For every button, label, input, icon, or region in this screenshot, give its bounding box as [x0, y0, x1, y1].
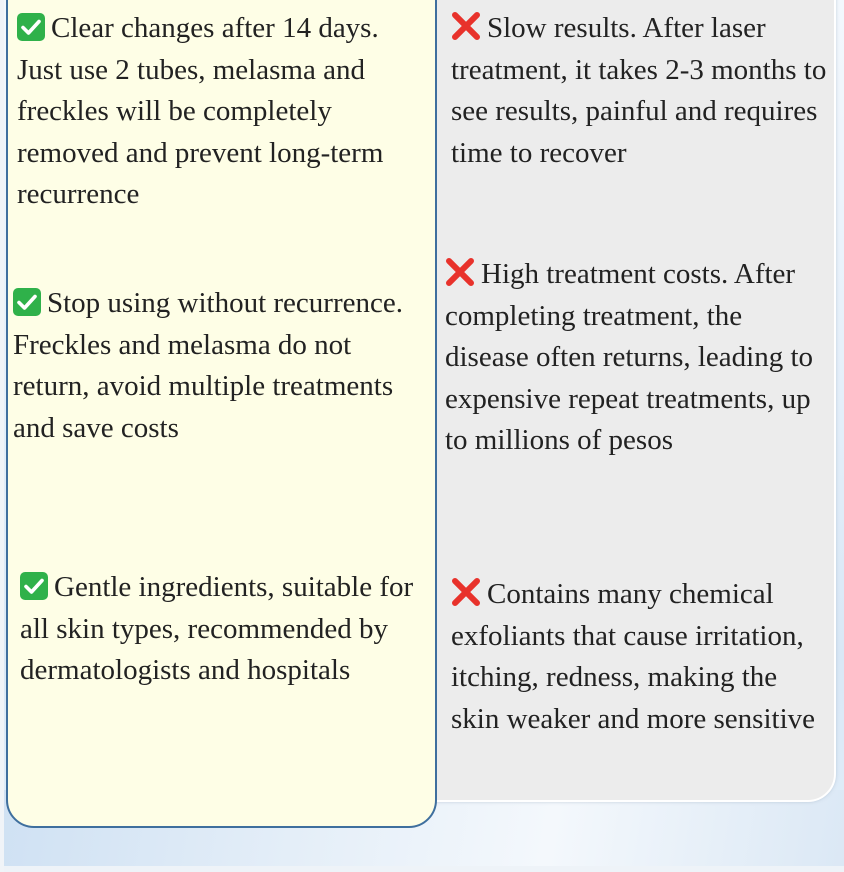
benefit-item-1 [17, 8, 429, 216]
bottom-strip [0, 866, 844, 872]
benefit-text: Stop using without recurrence. Freckles and melasma do not return, avoid multiple treatments and save costs [13, 287, 403, 444]
benefit-text: Clear changes after 14 days. Just use 2 tubes, melasma and freckles will be completely removed and prevent long-term recurrence [17, 12, 384, 210]
left-edge [0, 0, 4, 872]
benefit-text: Gentle ingredients, suitable for all skin types, recommended by dermatologists and hospitals [20, 571, 414, 686]
check-mark-icon [13, 288, 41, 316]
check-mark-icon [17, 13, 45, 41]
drawback-text: High treatment costs. After completing treatment, the disease often returns, leading to expensive repeat treatments, up to millions of pesos [445, 258, 814, 456]
drawback-text: Slow results. After laser treatment, it takes 2-3 months to see results, painful and requires time to recover [451, 12, 827, 169]
check-mark-icon [20, 572, 48, 600]
cross-mark-icon [445, 257, 475, 287]
cross-mark-icon [451, 577, 481, 607]
benefit-item-2 [13, 283, 405, 449]
drawback-item-1 [451, 8, 836, 174]
cross-mark-icon [451, 11, 481, 41]
drawback-text: Contains many chemical exfoliants that cause irritation, itching, redness, making the skin weaker and more sensitive [451, 578, 816, 735]
drawback-item-2 [445, 254, 830, 462]
benefit-item-3 [20, 567, 420, 692]
drawback-item-3 [451, 574, 826, 740]
